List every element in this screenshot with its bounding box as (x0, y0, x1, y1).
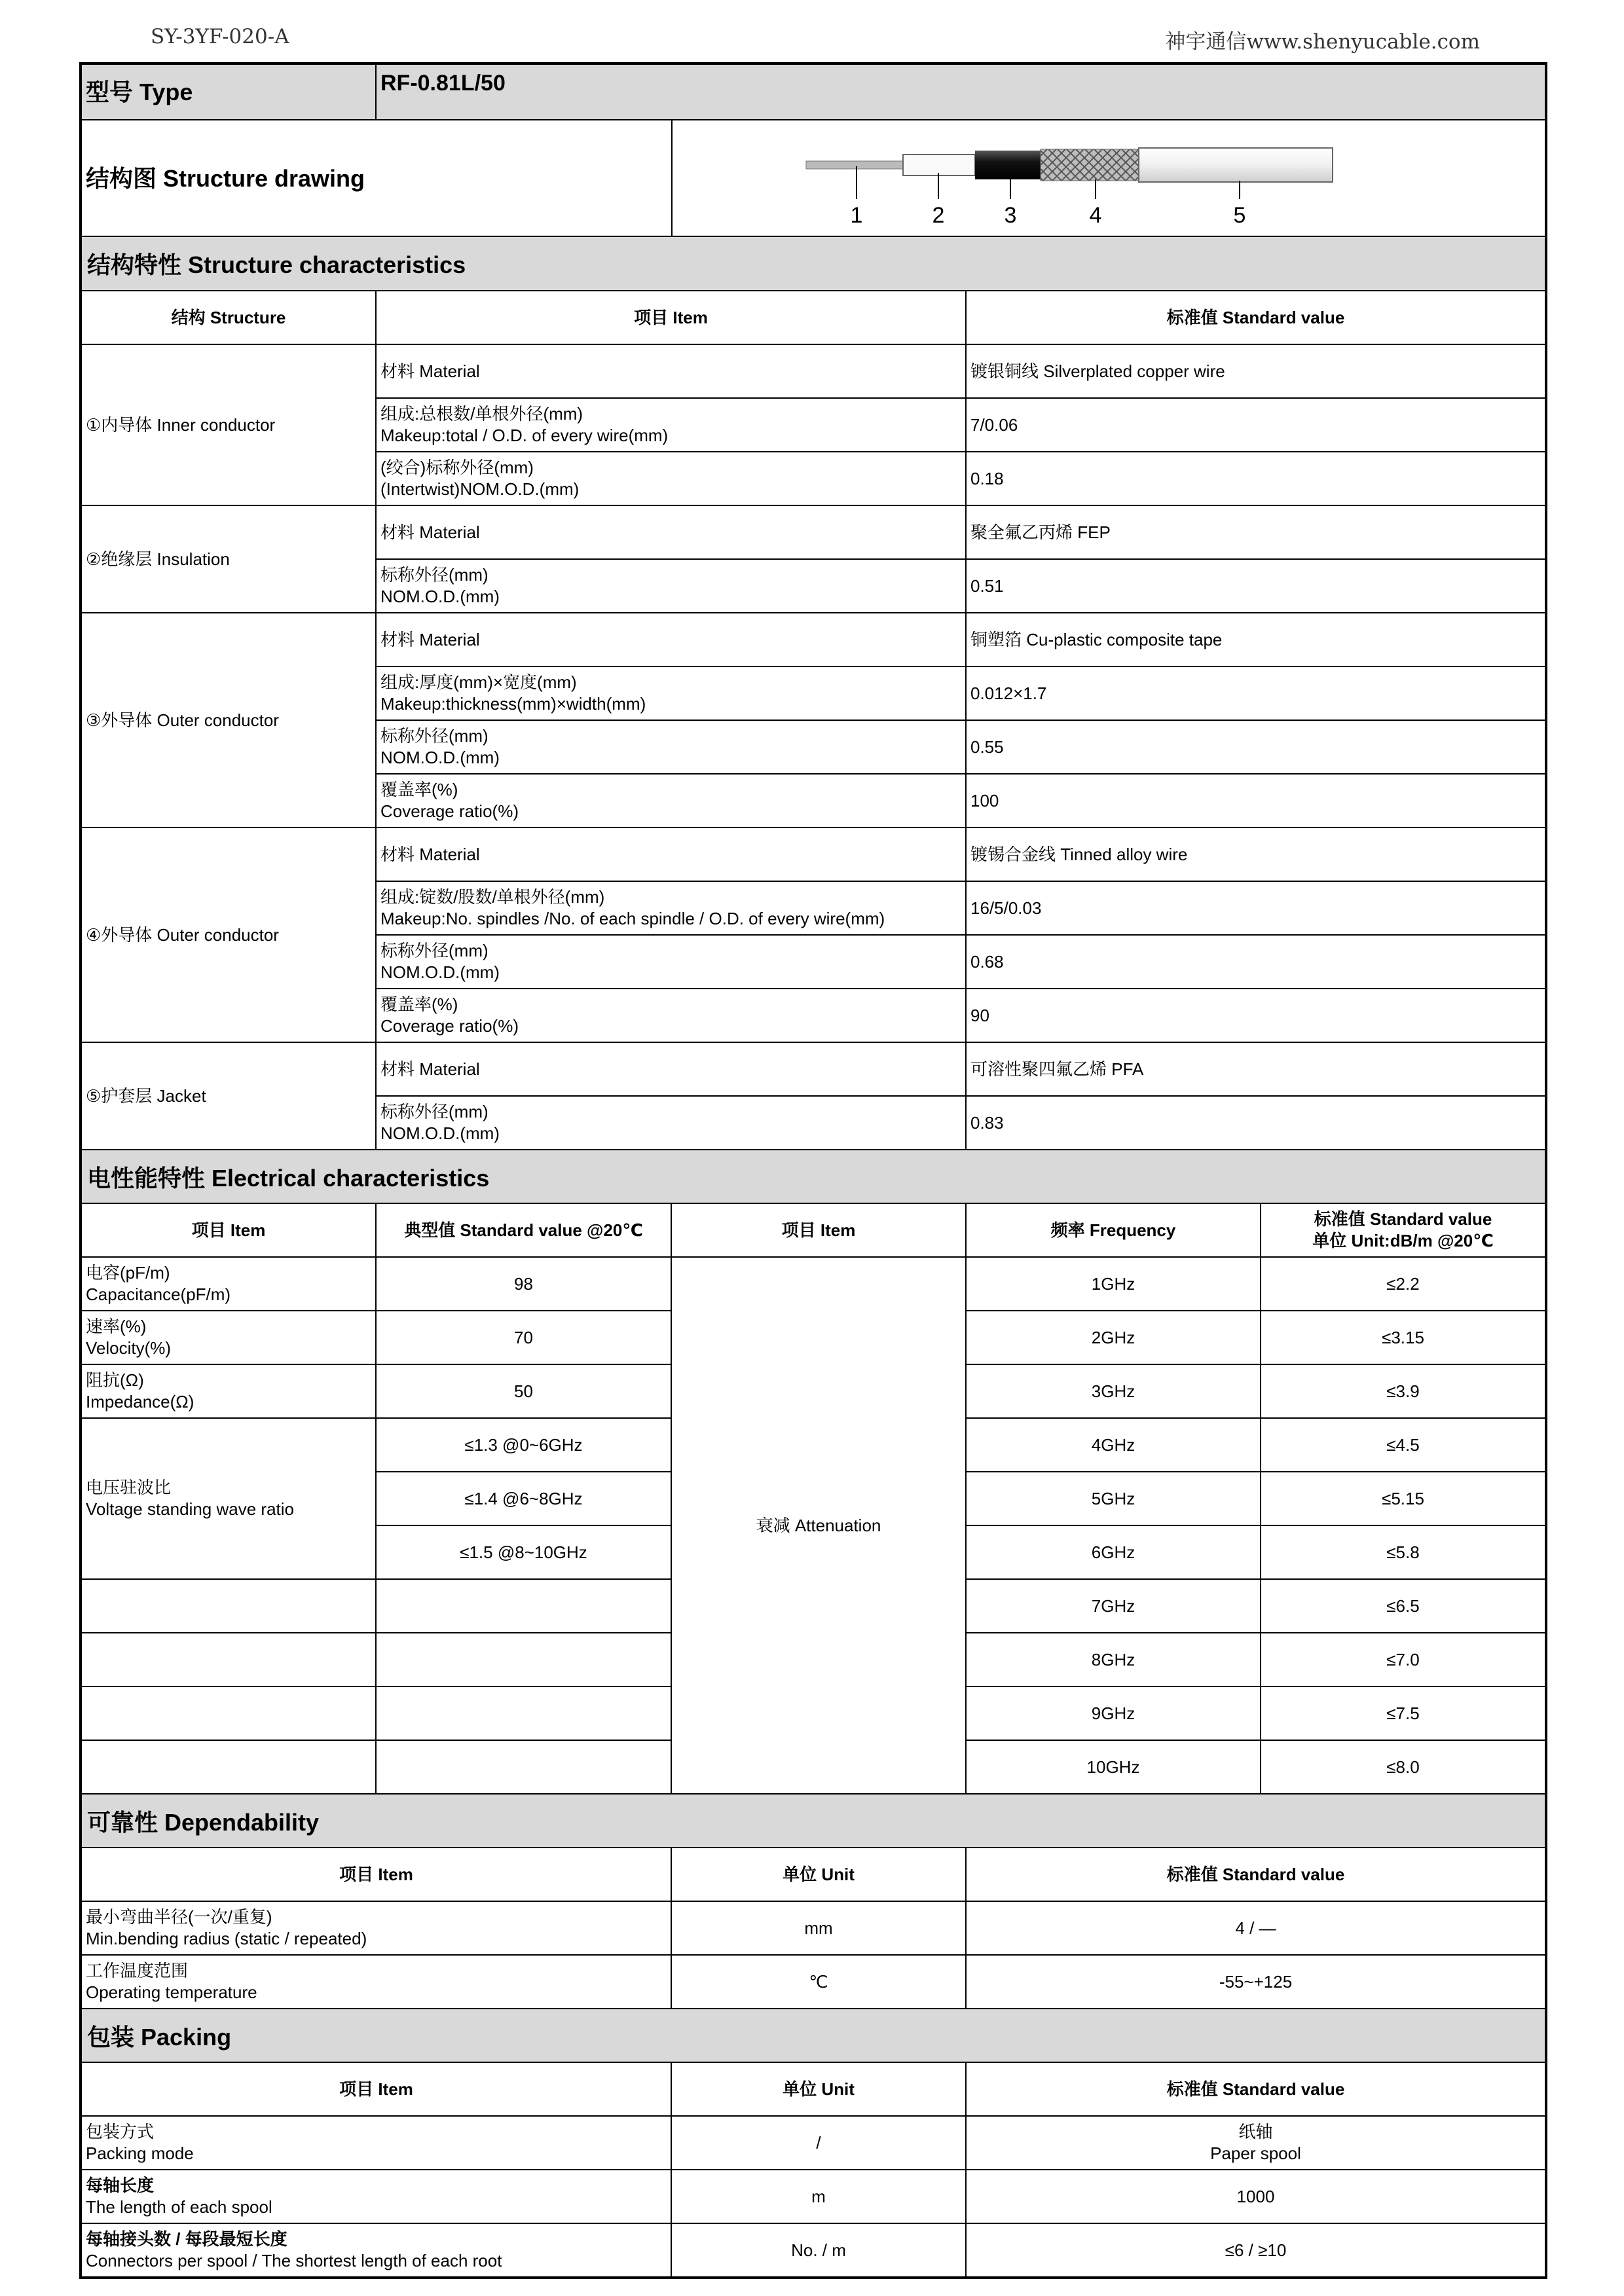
electrical-header-standard: 标准值 Standard value 单位 Unit:dB/m @20℃ (1260, 1204, 1545, 1256)
structure-value: 0.55 (965, 721, 1545, 773)
attenuation-frequency: 2GHz (965, 1310, 1260, 1364)
dependability-header-row (82, 1847, 1545, 1901)
packing-row (82, 2169, 1545, 2223)
group-name: ①内导体 Inner conductor (86, 414, 276, 435)
dependability-unit: mm (671, 1902, 965, 1954)
drawing-row (82, 119, 1545, 236)
structure-item: 组成:厚度(mm)×宽度(mm) Makeup:thickness(mm)×width(mm) (375, 667, 965, 720)
packing-item: 每轴接头数 / 每段最短长度 Connectors per spool / The shortest length of each root (86, 2229, 502, 2270)
packing-header-value: 标准值 Standard value (965, 2063, 1545, 2115)
callout-2: 2 (932, 203, 945, 228)
structure-row (375, 345, 1545, 397)
packing-value: ≤6 / ≥10 (965, 2224, 1545, 2276)
empty-cell (375, 1740, 671, 1793)
drawing-label: 结构图 Structure drawing (86, 164, 365, 192)
attenuation-value: ≤5.15 (1260, 1471, 1545, 1525)
vswr-value: ≤1.5 @8~10GHz (375, 1525, 671, 1578)
callout-1: 1 (850, 203, 863, 228)
packing-unit: m (671, 2170, 965, 2223)
empty-cell (82, 1686, 375, 1740)
structure-value: 0.68 (965, 936, 1545, 988)
electrical-header-item: 项目 Item (191, 1220, 266, 1240)
structure-row (375, 773, 1545, 827)
structure-section-title: 结构特性 Structure characteristics (82, 236, 1545, 290)
structure-item: 材料 Material (375, 828, 965, 881)
structure-item: 标称外径(mm) NOM.O.D.(mm) (375, 560, 965, 612)
dependability-item: 工作温度范围 Operating temperature (86, 1961, 257, 2002)
dependability-section-title: 可靠性 Dependability (82, 1793, 1545, 1847)
structure-value: 可溶性聚四氟乙烯 PFA (965, 1043, 1545, 1095)
empty-cell (82, 1740, 375, 1793)
dependability-item: 最小弯曲半径(一次/重复) Min.bending radius (static / repeated) (86, 1907, 367, 1948)
cable-drawing (676, 126, 1541, 230)
attenuation-value: ≤5.8 (1260, 1525, 1545, 1578)
structure-row (375, 506, 1545, 558)
structure-value: 16/5/0.03 (965, 882, 1545, 934)
empty-cell (82, 1632, 375, 1686)
structure-group-jacket (82, 1042, 1545, 1149)
company-site: 神宇通信www.shenyucable.com (1165, 30, 1480, 54)
outer-conductor-braid (1041, 149, 1139, 181)
packing-unit: / (671, 2117, 965, 2169)
structure-row (375, 934, 1545, 988)
group-name: ④外导体 Outer conductor (86, 924, 279, 945)
structure-value: 聚全氟乙丙烯 FEP (965, 506, 1545, 558)
dependability-header-value: 标准值 Standard value (965, 1848, 1545, 1901)
structure-value: 0.18 (965, 452, 1545, 505)
attenuation-value: ≤6.5 (1260, 1578, 1545, 1632)
structure-row (375, 666, 1545, 720)
packing-header-row (82, 2062, 1545, 2115)
callout-5: 5 (1233, 203, 1246, 228)
dependability-row (82, 1901, 1545, 1954)
structure-item: 标称外径(mm) NOM.O.D.(mm) (375, 1097, 965, 1149)
impedance-label: 阻抗(Ω) Impedance(Ω) (82, 1364, 375, 1417)
packing-row (82, 2223, 1545, 2276)
group-name: ③外导体 Outer conductor (86, 710, 279, 730)
structure-header-value: 标准值 Standard value (965, 291, 1545, 344)
electrical-section-title: 电性能特性 Electrical characteristics (82, 1149, 1545, 1203)
structure-row (375, 613, 1545, 666)
dependability-header-item: 项目 Item (339, 1864, 413, 1884)
capacitance-value: 98 (375, 1256, 671, 1310)
structure-header-item: 项目 Item (375, 291, 965, 344)
empty-cell (375, 1686, 671, 1740)
packing-unit: No. / m (671, 2224, 965, 2276)
empty-cell (82, 1578, 375, 1632)
attenuation-frequency: 9GHz (965, 1686, 1260, 1740)
type-row (82, 65, 1545, 119)
packing-row (82, 2115, 1545, 2169)
structure-value: 0.51 (965, 560, 1545, 612)
structure-value: 镀锡合金线 Tinned alloy wire (965, 828, 1545, 881)
dependability-value: -55~+125 (965, 1956, 1545, 2008)
structure-value: 7/0.06 (965, 399, 1545, 451)
structure-row (375, 1095, 1545, 1149)
attenuation-value: ≤7.0 (1260, 1632, 1545, 1686)
velocity-value: 70 (375, 1310, 671, 1364)
structure-value: 90 (965, 989, 1545, 1042)
structure-item: 覆盖率(%) Coverage ratio(%) (375, 774, 965, 827)
structure-row (375, 558, 1545, 612)
vswr-value: ≤1.3 @0~6GHz (375, 1417, 671, 1471)
attenuation-frequency: 8GHz (965, 1632, 1260, 1686)
structure-value: 0.83 (965, 1097, 1545, 1149)
empty-cell (375, 1578, 671, 1632)
capacitance-label: 电容(pF/m) Capacitance(pF/m) (82, 1256, 375, 1310)
structure-drawing (671, 120, 1545, 236)
structure-value: 100 (965, 774, 1545, 827)
structure-value: 铜塑箔 Cu-plastic composite tape (965, 613, 1545, 666)
structure-value: 镀银铜线 Silverplated copper wire (965, 345, 1545, 397)
packing-header-item: 项目 Item (339, 2079, 413, 2099)
structure-header-row (82, 290, 1545, 344)
attenuation-value: ≤2.2 (1260, 1256, 1545, 1310)
structure-header-structure: 结构 Structure (171, 307, 286, 327)
packing-item: 每轴长度 The length of each spool (86, 2176, 272, 2217)
group-name: ②绝缘层 Insulation (86, 549, 230, 569)
structure-item: 材料 Material (375, 613, 965, 666)
structure-group-outer-conductor-3 (82, 612, 1545, 827)
electrical-table (82, 1203, 1545, 1793)
structure-row (375, 1043, 1545, 1095)
structure-item: 覆盖率(%) Coverage ratio(%) (375, 989, 965, 1042)
attenuation-value: ≤4.5 (1260, 1417, 1545, 1471)
attenuation-value: ≤3.15 (1260, 1310, 1545, 1364)
vswr-label: 电压驻波比 Voltage standing wave ratio (82, 1417, 375, 1578)
dependability-value: 4 / — (965, 1902, 1545, 1954)
dependability-row (82, 1954, 1545, 2008)
attenuation-frequency: 4GHz (965, 1417, 1260, 1471)
dependability-header-unit: 单位 Unit (671, 1848, 965, 1901)
velocity-label: 速率(%) Velocity(%) (82, 1310, 375, 1364)
group-name: ⑤护套层 Jacket (86, 1085, 206, 1106)
electrical-header-item-2: 项目 Item (671, 1204, 965, 1256)
impedance-value: 50 (375, 1364, 671, 1417)
callout-3: 3 (1004, 203, 1017, 228)
electrical-header-typical: 典型值 Standard value @20℃ (375, 1204, 671, 1256)
dependability-unit: ℃ (671, 1956, 965, 2008)
structure-item: 标称外径(mm) NOM.O.D.(mm) (375, 721, 965, 773)
structure-item: 组成:锭数/股数/单根外径(mm) Makeup:No. spindles /No. of each spindle / O.D. of every wire(mm) (375, 882, 965, 934)
structure-item: 材料 Material (375, 1043, 965, 1095)
spec-sheet (79, 62, 1547, 2279)
structure-group-inner-conductor (82, 344, 1545, 505)
structure-item: 材料 Material (375, 506, 965, 558)
structure-row (375, 397, 1545, 451)
vswr-value: ≤1.4 @6~8GHz (375, 1471, 671, 1525)
structure-item: 标称外径(mm) NOM.O.D.(mm) (375, 936, 965, 988)
outer-conductor-tape (975, 151, 1041, 179)
attenuation-frequency: 3GHz (965, 1364, 1260, 1417)
structure-row (375, 988, 1545, 1042)
electrical-header-frequency: 频率 Frequency (965, 1204, 1260, 1256)
packing-header-unit: 单位 Unit (671, 2063, 965, 2115)
structure-row (375, 828, 1545, 881)
attenuation-label: 衰减 Attenuation (671, 1256, 965, 1793)
inner-conductor (806, 161, 903, 169)
structure-group-outer-conductor-4 (82, 827, 1545, 1042)
type-label: 型号 Type (86, 79, 193, 105)
attenuation-value: ≤3.9 (1260, 1364, 1545, 1417)
structure-group-insulation (82, 505, 1545, 612)
packing-value: 1000 (965, 2170, 1545, 2223)
attenuation-frequency: 10GHz (965, 1740, 1260, 1793)
packing-value: 纸轴 Paper spool (965, 2117, 1545, 2169)
empty-cell (375, 1632, 671, 1686)
structure-item: 材料 Material (375, 345, 965, 397)
structure-row (375, 881, 1545, 934)
insulation (903, 155, 975, 175)
type-value: RF-0.81L/50 (375, 65, 1545, 119)
structure-row (375, 451, 1545, 505)
callout-4: 4 (1089, 203, 1102, 228)
structure-value: 0.012×1.7 (965, 667, 1545, 720)
attenuation-frequency: 6GHz (965, 1525, 1260, 1578)
structure-item: (绞合)标称外径(mm) (Intertwist)NOM.O.D.(mm) (375, 452, 965, 505)
packing-section-title: 包装 Packing (82, 2008, 1545, 2062)
structure-row (375, 720, 1545, 773)
document-code: SY-3YF-020-A (151, 25, 289, 48)
attenuation-frequency: 1GHz (965, 1256, 1260, 1310)
attenuation-frequency: 5GHz (965, 1471, 1260, 1525)
attenuation-value: ≤8.0 (1260, 1740, 1545, 1793)
attenuation-frequency: 7GHz (965, 1578, 1260, 1632)
attenuation-value: ≤7.5 (1260, 1686, 1545, 1740)
structure-item: 组成:总根数/单根外径(mm) Makeup:total / O.D. of every wire(mm) (375, 399, 965, 451)
jacket (1139, 148, 1333, 182)
packing-item: 包装方式 Packing mode (86, 2122, 194, 2163)
